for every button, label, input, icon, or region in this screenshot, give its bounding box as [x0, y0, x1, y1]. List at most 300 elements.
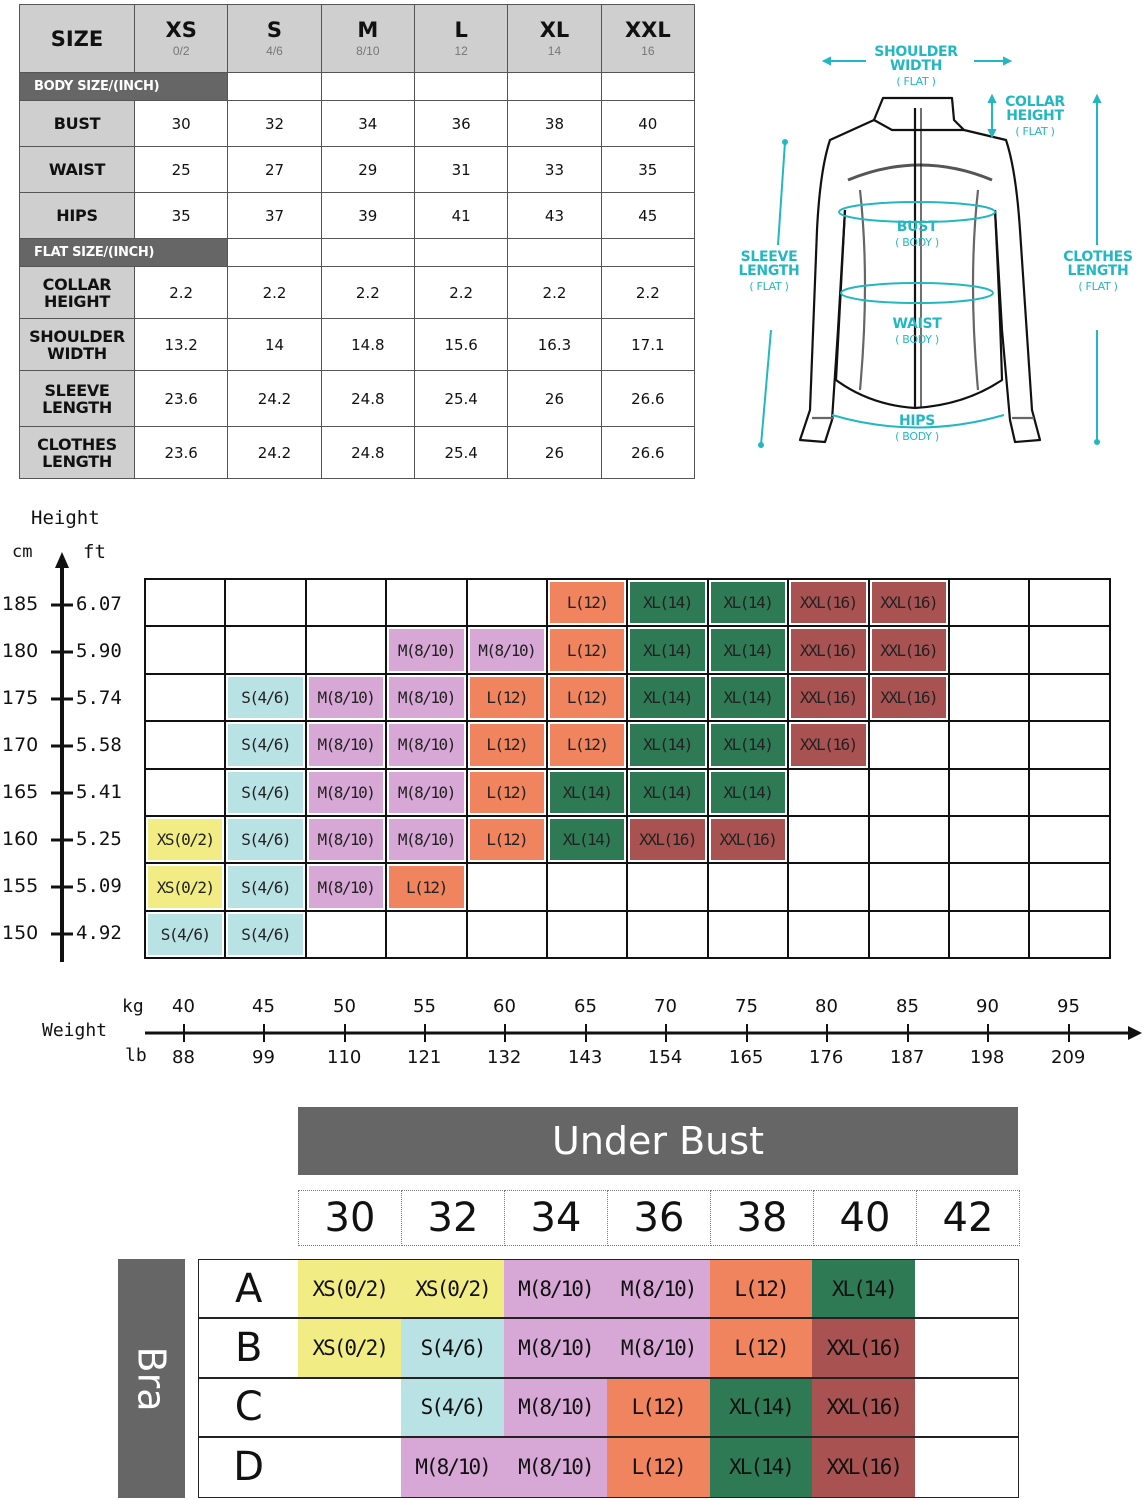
size-recommendation: [952, 866, 1026, 907]
size-recommendation: XXL(16): [872, 582, 946, 623]
grid-cell: [1029, 674, 1109, 721]
grid-cell: [869, 816, 949, 863]
grid-cell: [627, 674, 707, 721]
grid-cell: [1029, 721, 1109, 768]
grid-cell: [708, 721, 788, 768]
size-recommendation: [148, 772, 222, 813]
grid-cell: [386, 863, 466, 910]
size-recommendation: S(4/6): [228, 724, 302, 765]
grid-cell: [869, 579, 949, 626]
lb-tick: 209: [1051, 1047, 1086, 1068]
grid-cell: [306, 721, 386, 768]
size-recommendation: [470, 582, 544, 623]
grid-cell: [547, 626, 627, 673]
size-recommendation: [389, 914, 463, 955]
grid-cell: [788, 674, 868, 721]
grid-cell: [386, 579, 466, 626]
size-recommendation: [872, 772, 946, 813]
grid-cell: [869, 769, 949, 816]
grid-cell: [627, 816, 707, 863]
size-recommendation: [309, 582, 383, 623]
grid-cell: [467, 674, 547, 721]
lb-tick: 110: [327, 1047, 362, 1068]
size-recommendation: [915, 1260, 1018, 1317]
size-recommendation: L(12): [607, 1379, 710, 1436]
grid-cell: [386, 626, 466, 673]
size-recommendation: [228, 582, 302, 623]
size-recommendation: [148, 629, 222, 670]
size-recommendation: M(8/10): [389, 724, 463, 765]
grid-cell: [306, 863, 386, 910]
grid-cell: [788, 769, 868, 816]
grid-cell: [627, 626, 707, 673]
grid-cell: [788, 816, 868, 863]
kg-tick: 40: [172, 996, 195, 1017]
size-recommendation: XL(14): [550, 819, 624, 860]
lb-tick: 88: [172, 1047, 195, 1068]
table-row: [199, 1260, 1018, 1319]
table-row: [145, 769, 1110, 816]
size-recommendation: M(8/10): [470, 629, 544, 670]
grid-cell: [467, 911, 547, 958]
grid-cell: [547, 579, 627, 626]
clothes-length-label: CLOTHES LENGTH ( FLAT ): [1063, 249, 1133, 293]
grid-cell: [386, 816, 466, 863]
table-row: [145, 911, 1110, 958]
size-recommendation: M(8/10): [607, 1319, 710, 1376]
size-recommendation: [915, 1379, 1018, 1436]
lb-tick: 99: [252, 1047, 275, 1068]
size-recommendation: L(12): [550, 582, 624, 623]
size-recommendation: XXL(16): [791, 724, 865, 765]
size-recommendation: [148, 724, 222, 765]
table-row: [199, 1319, 1018, 1378]
table-row-shoulder-width: SHOULDER WIDTH 13.2 14 14.8 15.6 16.3 17.1: [20, 319, 695, 371]
lb-tick: 132: [487, 1047, 522, 1068]
grid-cell: [225, 721, 305, 768]
size-recommendation: [952, 629, 1026, 670]
grid-cell: [467, 721, 547, 768]
grid-cell: [547, 674, 627, 721]
grid-cell: [467, 769, 547, 816]
grid-cell: [869, 911, 949, 958]
kg-tick: 45: [252, 996, 275, 1017]
body-size-section-label: BODY SIZE/(INCH): [20, 73, 228, 101]
size-recommendation: [872, 866, 946, 907]
grid-cell: [225, 579, 305, 626]
grid-cell: [467, 626, 547, 673]
size-recommendation: [470, 914, 544, 955]
grid-cell: [949, 911, 1029, 958]
kg-tick: 50: [333, 996, 356, 1017]
grid-cell: [547, 911, 627, 958]
size-recommendation: S(4/6): [228, 819, 302, 860]
size-recommendation: XXL(16): [812, 1319, 915, 1376]
size-recommendation: M(8/10): [389, 629, 463, 670]
size-recommendation: M(8/10): [401, 1438, 504, 1497]
size-recommendation: M(8/10): [309, 866, 383, 907]
size-recommendation: [952, 819, 1026, 860]
size-table: [19, 4, 695, 479]
size-col-m: M 8/10: [321, 5, 414, 73]
grid-cell: [788, 721, 868, 768]
size-recommendation: [228, 629, 302, 670]
grid-cell: [306, 579, 386, 626]
lb-tick: 176: [809, 1047, 844, 1068]
size-recommendation: [1032, 677, 1106, 718]
grid-cell: [225, 816, 305, 863]
weight-axis-title: Weight: [42, 1020, 108, 1041]
grid-cell: [869, 721, 949, 768]
size-recommendation: XL(14): [711, 677, 785, 718]
size-recommendation: M(8/10): [389, 677, 463, 718]
grid-cell: [788, 579, 868, 626]
table-row-bust: BUST 30 32 34 36 38 40: [20, 101, 695, 147]
kg-unit-label: kg: [122, 996, 144, 1017]
size-recommendation: [952, 677, 1026, 718]
grid-cell: [306, 674, 386, 721]
kg-tick: 60: [493, 996, 516, 1017]
table-row-collar-height: COLLAR HEIGHT 2.2 2.2 2.2 2.2 2.2 2.2: [20, 267, 695, 319]
grid-cell: [467, 579, 547, 626]
size-recommendation: S(4/6): [228, 677, 302, 718]
size-recommendation: XXL(16): [791, 629, 865, 670]
bra-grid: [198, 1259, 1019, 1498]
size-recommendation: M(8/10): [309, 772, 383, 813]
size-recommendation: [630, 866, 704, 907]
grid-cell: [547, 721, 627, 768]
table-row: [145, 863, 1110, 910]
size-recommendation: L(12): [550, 724, 624, 765]
table-row: [145, 816, 1110, 863]
table-row: [199, 1379, 1018, 1438]
grid-cell: [145, 721, 225, 768]
size-recommendation: XL(14): [630, 772, 704, 813]
size-recommendation: [711, 866, 785, 907]
grid-cell: [1029, 626, 1109, 673]
size-recommendation: S(4/6): [401, 1379, 504, 1436]
size-recommendation: [148, 677, 222, 718]
lb-tick: 198: [970, 1047, 1005, 1068]
size-recommendation: [309, 629, 383, 670]
size-recommendation: M(8/10): [309, 819, 383, 860]
grid-cell: [386, 769, 466, 816]
size-recommendation: XXL(16): [872, 677, 946, 718]
grid-cell: [225, 626, 305, 673]
grid-cell: [306, 769, 386, 816]
size-recommendation: [872, 819, 946, 860]
size-recommendation: S(4/6): [228, 866, 302, 907]
cup-label: C: [234, 1384, 263, 1431]
grid-cell: [145, 626, 225, 673]
size-recommendation: [872, 914, 946, 955]
size-recommendation: M(8/10): [504, 1379, 607, 1436]
size-recommendation: [550, 866, 624, 907]
size-recommendation: [550, 914, 624, 955]
size-recommendation: [791, 772, 865, 813]
size-recommendation: XL(14): [630, 582, 704, 623]
height-weight-grid: [144, 578, 1111, 959]
size-recommendation: S(4/6): [228, 772, 302, 813]
waist-label: WAIST ( BODY ): [892, 316, 942, 346]
grid-cell: [949, 579, 1029, 626]
table-row-clothes-length: CLOTHES LENGTH 23.6 24.2 24.8 25.4 26 26.6: [20, 427, 695, 479]
jacket-measurement-diagram: [720, 30, 1145, 460]
size-recommendation: [298, 1438, 401, 1497]
ft-unit-label: ft: [83, 541, 106, 563]
kg-tick: 65: [574, 996, 597, 1017]
weight-axis-arrow-icon: [140, 1020, 1145, 1050]
cup-label: B: [234, 1324, 263, 1371]
size-col-xl: XL 14: [508, 5, 601, 73]
size-recommendation: [711, 914, 785, 955]
grid-cell: [788, 863, 868, 910]
table-row: [145, 626, 1110, 673]
grid-cell: [949, 626, 1029, 673]
cup-label: A: [234, 1265, 263, 1312]
size-recommendation: XS(0/2): [401, 1260, 504, 1317]
size-recommendation: [952, 582, 1026, 623]
under-bust-values: 30 32 34 36 38 40 42: [298, 1190, 1019, 1246]
size-recommendation: XL(14): [630, 724, 704, 765]
size-recommendation: L(12): [710, 1319, 813, 1376]
size-recommendation: XL(14): [630, 629, 704, 670]
grid-cell: [708, 769, 788, 816]
size-recommendation: XL(14): [550, 772, 624, 813]
bra-side-label: Bra: [118, 1259, 185, 1498]
size-recommendation: XL(14): [711, 772, 785, 813]
size-recommendation: XXL(16): [791, 582, 865, 623]
size-recommendation: XS(0/2): [148, 866, 222, 907]
lb-tick: 165: [729, 1047, 764, 1068]
kg-tick: 55: [413, 996, 436, 1017]
size-recommendation: [298, 1379, 401, 1436]
size-recommendation: XXL(16): [630, 819, 704, 860]
size-recommendation: [952, 772, 1026, 813]
size-recommendation: [470, 866, 544, 907]
hips-label: HIPS ( BODY ): [895, 413, 939, 443]
grid-cell: [1029, 579, 1109, 626]
size-recommendation: L(12): [710, 1260, 813, 1317]
grid-cell: [949, 816, 1029, 863]
collar-height-label: COLLAR HEIGHT ( FLAT ): [1005, 94, 1065, 138]
size-recommendation: [1032, 772, 1106, 813]
grid-cell: [547, 863, 627, 910]
grid-cell: [869, 674, 949, 721]
size-recommendation: [1032, 914, 1106, 955]
size-recommendation: [1032, 629, 1106, 670]
grid-cell: [708, 579, 788, 626]
size-recommendation: XXL(16): [872, 629, 946, 670]
size-recommendation: L(12): [470, 677, 544, 718]
size-recommendation: L(12): [470, 772, 544, 813]
grid-cell: [306, 911, 386, 958]
sleeve-length-label: SLEEVE LENGTH ( FLAT ): [738, 249, 800, 293]
size-recommendation: M(8/10): [504, 1438, 607, 1497]
size-recommendation: M(8/10): [309, 677, 383, 718]
size-recommendation: [630, 914, 704, 955]
size-recommendation: M(8/10): [504, 1260, 607, 1317]
grid-cell: [627, 579, 707, 626]
lb-tick: 143: [568, 1047, 603, 1068]
grid-cell: [145, 579, 225, 626]
grid-cell: [627, 721, 707, 768]
grid-cell: [708, 674, 788, 721]
flat-size-section-label: FLAT SIZE/(INCH): [20, 239, 228, 267]
size-recommendation: L(12): [550, 677, 624, 718]
size-recommendation: XXL(16): [791, 677, 865, 718]
grid-cell: [145, 863, 225, 910]
size-recommendation: [915, 1319, 1018, 1376]
grid-cell: [467, 816, 547, 863]
flat-size-section: [20, 239, 695, 267]
size-recommendation: [952, 724, 1026, 765]
size-header-row: [20, 5, 695, 73]
grid-cell: [386, 911, 466, 958]
grid-cell: [708, 816, 788, 863]
grid-cell: [949, 769, 1029, 816]
grid-cell: [306, 816, 386, 863]
grid-cell: [627, 769, 707, 816]
height-axis-title: Height: [31, 507, 100, 529]
grid-cell: [306, 626, 386, 673]
size-recommendation: [791, 914, 865, 955]
lb-tick: 154: [648, 1047, 683, 1068]
size-recommendation: XL(14): [710, 1379, 813, 1436]
grid-cell: [225, 911, 305, 958]
grid-cell: [627, 863, 707, 910]
size-recommendation: [1032, 866, 1106, 907]
size-recommendation: [1032, 819, 1106, 860]
size-recommendation: [791, 866, 865, 907]
size-recommendation: S(4/6): [401, 1319, 504, 1376]
size-recommendation: M(8/10): [389, 772, 463, 813]
kg-tick: 90: [976, 996, 999, 1017]
size-recommendation: XL(14): [812, 1260, 915, 1317]
grid-cell: [949, 674, 1029, 721]
grid-cell: [788, 911, 868, 958]
size-recommendation: [791, 819, 865, 860]
lb-tick: 187: [890, 1047, 925, 1068]
table-row-waist: WAIST 25 27 29 31 33 35: [20, 147, 695, 193]
size-recommendation: L(12): [607, 1438, 710, 1497]
cup-label: D: [233, 1444, 265, 1491]
size-recommendation: [1032, 724, 1106, 765]
body-size-section: [20, 73, 695, 101]
size-recommendation: XS(0/2): [148, 819, 222, 860]
grid-cell: [788, 626, 868, 673]
lb-tick: 121: [407, 1047, 442, 1068]
size-recommendation: XS(0/2): [298, 1260, 401, 1317]
table-row: [145, 579, 1110, 626]
grid-cell: [386, 674, 466, 721]
size-recommendation: XL(14): [711, 629, 785, 670]
size-recommendation: XXL(16): [812, 1379, 915, 1436]
grid-cell: [145, 816, 225, 863]
lb-unit-label: lb: [125, 1045, 147, 1066]
size-recommendation: XXL(16): [711, 819, 785, 860]
kg-tick: 85: [896, 996, 919, 1017]
grid-cell: [225, 769, 305, 816]
grid-cell: [1029, 863, 1109, 910]
size-recommendation: [952, 914, 1026, 955]
grid-cell: [547, 816, 627, 863]
grid-cell: [708, 626, 788, 673]
table-row-hips: HIPS 35 37 39 41 43 45: [20, 193, 695, 239]
grid-cell: [467, 863, 547, 910]
size-col-xxl: XXL 16: [601, 5, 694, 73]
size-corner-label: SIZE: [20, 5, 135, 73]
grid-cell: [145, 674, 225, 721]
grid-cell: [869, 863, 949, 910]
grid-cell: [547, 769, 627, 816]
size-recommendation: L(12): [470, 724, 544, 765]
size-recommendation: [872, 724, 946, 765]
kg-tick: 70: [654, 996, 677, 1017]
grid-cell: [386, 721, 466, 768]
size-recommendation: L(12): [470, 819, 544, 860]
size-recommendation: [1032, 582, 1106, 623]
grid-cell: [145, 911, 225, 958]
grid-cell: [949, 721, 1029, 768]
table-row: [145, 674, 1110, 721]
size-recommendation: XL(14): [710, 1438, 813, 1497]
size-recommendation: S(4/6): [148, 914, 222, 955]
size-recommendation: XXL(16): [812, 1438, 915, 1497]
size-recommendation: XL(14): [711, 582, 785, 623]
grid-cell: [1029, 911, 1109, 958]
table-row-sleeve-length: SLEEVE LENGTH 23.6 24.2 24.8 25.4 26 26.6: [20, 371, 695, 427]
table-row: [145, 721, 1110, 768]
size-recommendation: XS(0/2): [298, 1319, 401, 1376]
size-col-xs: XS 0/2: [135, 5, 228, 73]
size-recommendation: [915, 1438, 1018, 1497]
grid-cell: [708, 863, 788, 910]
size-recommendation: M(8/10): [389, 819, 463, 860]
under-bust-banner: Under Bust: [298, 1107, 1018, 1175]
size-recommendation: [309, 914, 383, 955]
grid-cell: [949, 863, 1029, 910]
size-recommendation: S(4/6): [228, 914, 302, 955]
size-recommendation: L(12): [389, 866, 463, 907]
bust-label: BUST ( BODY ): [895, 219, 939, 249]
size-recommendation: XL(14): [630, 677, 704, 718]
kg-tick: 95: [1057, 996, 1080, 1017]
size-recommendation: XL(14): [711, 724, 785, 765]
shoulder-width-label: SHOULDER WIDTH ( FLAT ): [874, 44, 958, 88]
size-recommendation: [148, 582, 222, 623]
kg-tick: 75: [735, 996, 758, 1017]
grid-cell: [145, 769, 225, 816]
size-col-s: S 4/6: [228, 5, 321, 73]
grid-cell: [1029, 816, 1109, 863]
grid-cell: [225, 674, 305, 721]
grid-cell: [225, 863, 305, 910]
cm-unit-label: cm: [12, 542, 33, 562]
table-row: [199, 1438, 1018, 1497]
size-recommendation: [389, 582, 463, 623]
size-recommendation: M(8/10): [607, 1260, 710, 1317]
grid-cell: [1029, 769, 1109, 816]
grid-cell: [627, 911, 707, 958]
grid-cell: [869, 626, 949, 673]
size-recommendation: L(12): [550, 629, 624, 670]
grid-cell: [708, 911, 788, 958]
size-recommendation: M(8/10): [504, 1319, 607, 1376]
size-recommendation: M(8/10): [309, 724, 383, 765]
size-col-l: L 12: [414, 5, 507, 73]
kg-tick: 80: [815, 996, 838, 1017]
